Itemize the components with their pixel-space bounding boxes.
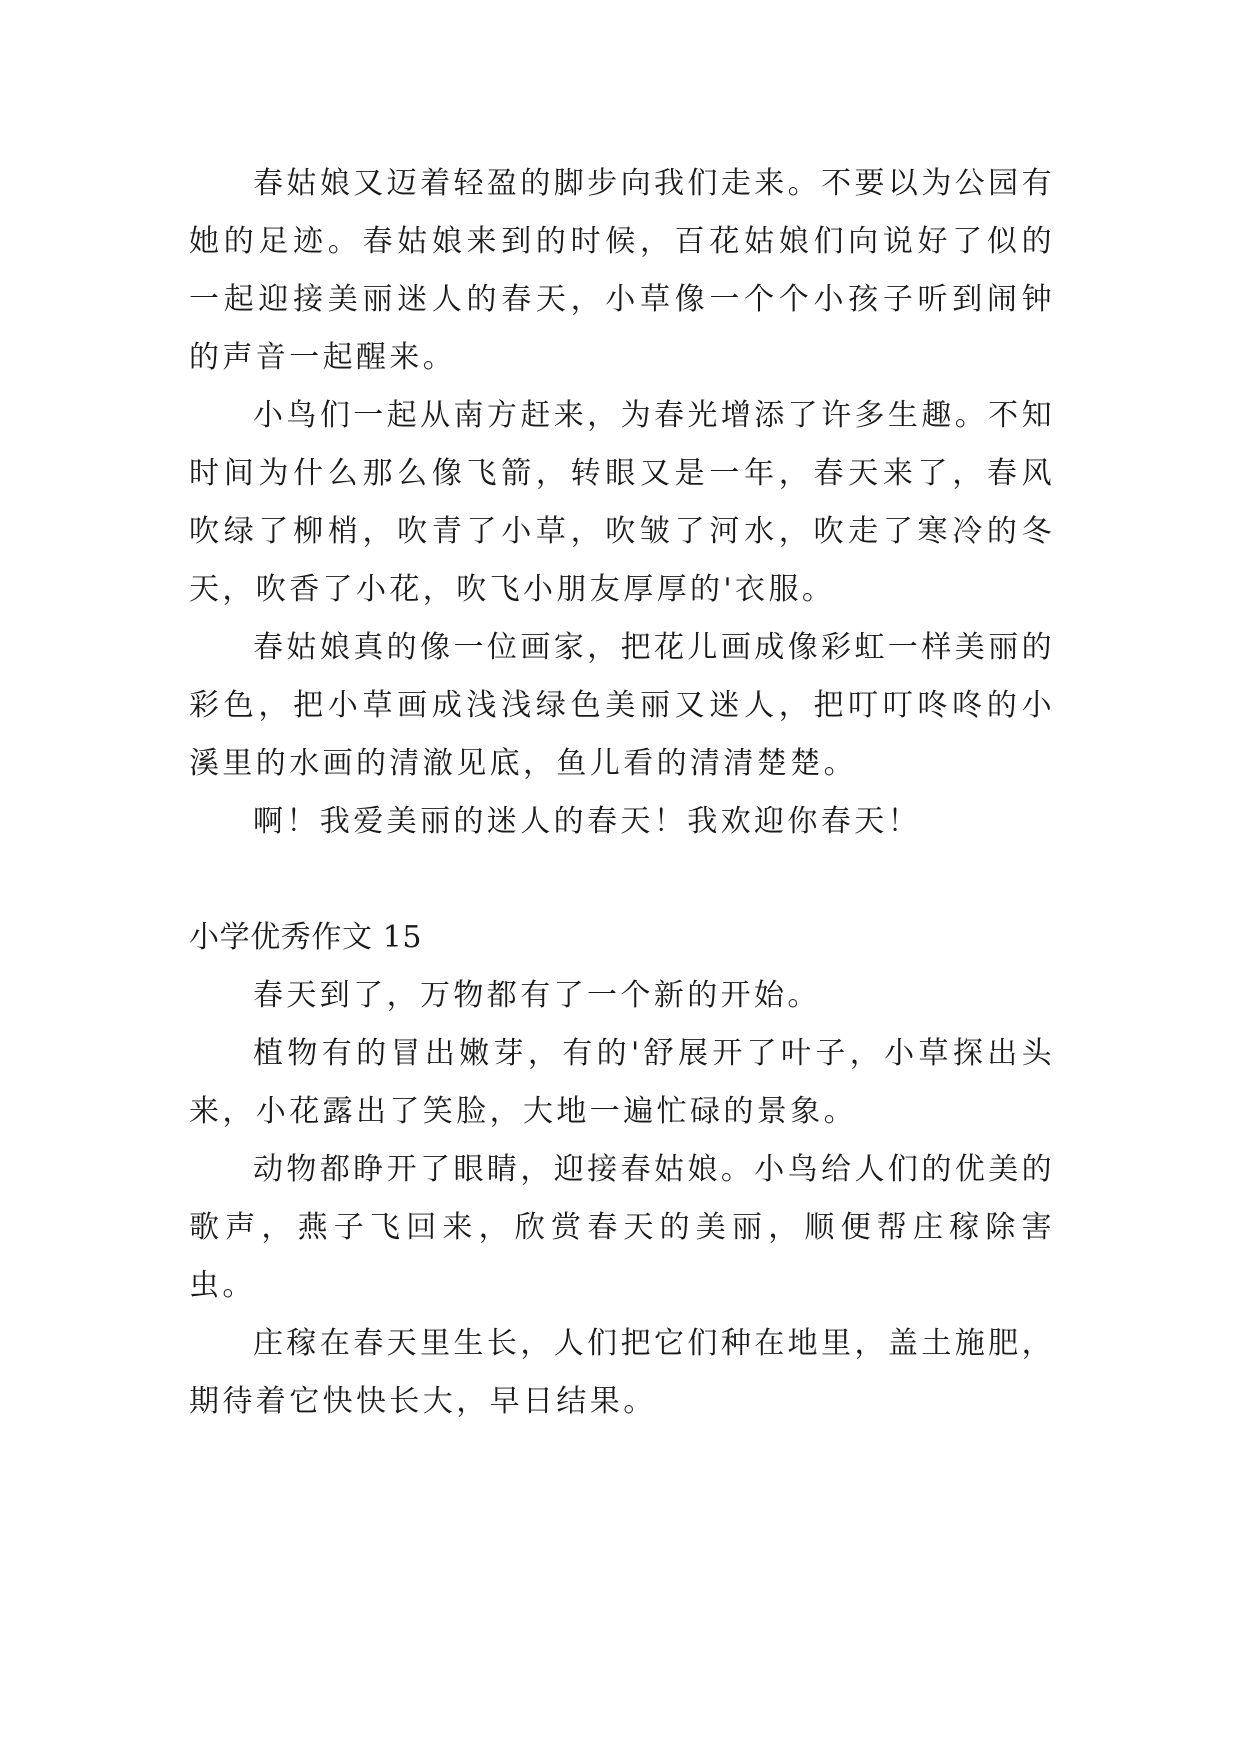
essay-heading: 小学优秀作文 15 (189, 920, 423, 955)
paragraph: 动物都睁开了眼睛，迎接春姑娘。小鸟给人们的优美的歌声，燕子飞回来，欣赏春天的美丽，顺便帮庄稼除害虫。 (189, 1152, 1055, 1303)
essay-section-15 (189, 909, 1055, 1431)
paragraph: 庄稼在春天里生长，人们把它们种在地里，盖土施肥，期待着它快快长大，早日结果。 (189, 1326, 1055, 1419)
paragraph: 春姑娘又迈着轻盈的脚步向我们走来。不要以为公园有她的足迹。春姑娘来到的时候，百花姑娘们向说好了似的一起迎接美丽迷人的春天，小草像一个个小孩子听到闹钟的声音一起醒来。 (189, 166, 1055, 375)
document-body (189, 155, 1055, 1431)
paragraph: 小鸟们一起从南方赶来，为春光增添了许多生趣。不知时间为什么那么像飞箭，转眼又是一年，春天来了，春风吹绿了柳梢，吹青了小草，吹皱了河水，吹走了寒冷的冬天，吹香了小花，吹飞小朋友厚厚的'衣服。 (189, 398, 1055, 607)
essay-section-previous (189, 155, 1055, 851)
paragraph: 植物有的冒出嫩芽，有的'舒展开了叶子，小草探出头来，小花露出了笑脸，大地一遍忙碌的景象。 (189, 1036, 1055, 1129)
paragraph: 春姑娘真的像一位画家，把花儿画成像彩虹一样美丽的彩色，把小草画成浅浅绿色美丽又迷人，把叮叮咚咚的小溪里的水画的清澈见底，鱼儿看的清清楚楚。 (189, 630, 1055, 781)
paragraph: 啊！我爱美丽的迷人的春天！我欢迎你春天！ (253, 804, 921, 839)
paragraph: 春天到了，万物都有了一个新的开始。 (253, 978, 821, 1013)
